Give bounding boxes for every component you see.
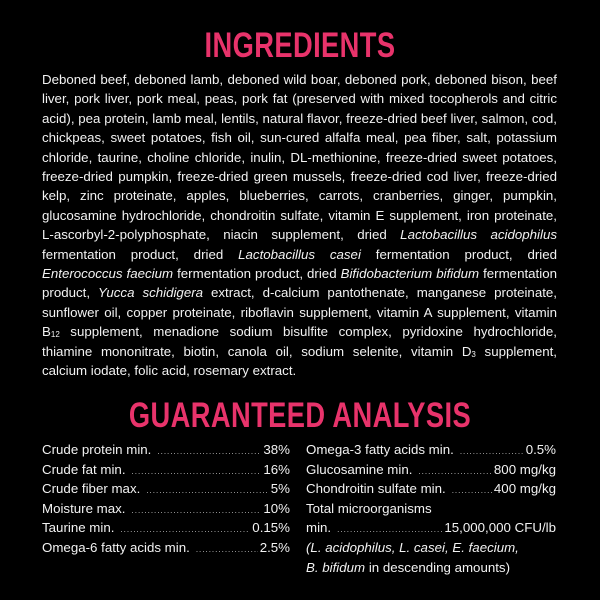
analysis-name: Chondroitin sulfate min.: [306, 481, 446, 497]
analysis-value: 0.5%: [525, 442, 556, 457]
ingredients-heading: INGREDIENTS: [204, 26, 396, 65]
microorganisms-label: Total microorganisms: [306, 500, 432, 516]
ingredient-text-segment: extract, d-calcium pantothenate, manganese proteinate, sunflower oil, copper proteinate, riboflavin supplement, vitamin A supplement, vitamin B: [42, 285, 557, 340]
analysis-row: [306, 460, 556, 480]
leader-dots: [452, 479, 492, 499]
analysis-right-column: [306, 440, 556, 577]
analysis-left-column: [42, 440, 290, 558]
analysis-row: [42, 499, 290, 519]
analysis-value: 15,000,000 CFU/lb: [444, 520, 556, 536]
ingredient-species-name: Lactobacillus acidophilus: [400, 227, 557, 243]
analysis-value: 400 mg/kg: [493, 481, 556, 497]
analysis-row-microorganisms: [306, 518, 556, 538]
analysis-value: 0.15%: [252, 520, 290, 536]
analysis-value: 2.5%: [259, 539, 290, 555]
ingredient-text-segment: fermentation product, dried: [42, 246, 239, 262]
analysis-name: Crude protein min.: [42, 442, 152, 457]
leader-dots: [460, 440, 524, 460]
analysis-row: [306, 479, 556, 499]
analysis-row: [42, 440, 290, 460]
analysis-row: [42, 538, 290, 558]
analysis-name: Glucosamine min.: [306, 461, 413, 477]
analysis-row: [42, 518, 290, 538]
microorganisms-note-line2: [306, 558, 556, 578]
analysis-name: Omega-6 fatty acids min.: [42, 539, 190, 555]
analysis-value: 800 mg/kg: [493, 461, 556, 477]
analysis-name: Moisture max.: [42, 500, 126, 516]
analysis-name: Crude fiber max.: [42, 481, 141, 497]
microorganisms-note-line1: (L. acidophilus, L. casei, E. faecium,: [306, 539, 519, 555]
analysis-name: min.: [306, 520, 332, 536]
analysis-row: [42, 479, 290, 499]
ingredient-text-segment: Deboned beef, deboned lamb, deboned wild boar, deboned pork, deboned bison, beef liver, pork liver, pork meal, peas, pork fat (preserved with mixed tocopherols and citric acid), pea protein, lamb meal, lentils, natural flavor, freeze-dried beef liver, salmon, cod, chickpeas, sweet potatoes, fish oil, sun-cured alfalfa meal, pea fiber, salt, potassium chloride, taurine, choline chloride, inulin, DL-methionine, freeze-dried sweet potatoes, freeze-dried pumpkin, freeze-dried green mussels, freeze-dried cod liver, freeze-dried kelp, zinc proteinate, apples, blueberries, carrots, cranberries, ginger, pumpkin, glucosamine hydrochloride, chondroitin sulfate, vitamin E supplement, iron proteinate, L-ascorbyl-2-polyphosphate, niacin supplement, dried: [42, 72, 557, 243]
ingredient-subscript: 3: [471, 349, 476, 359]
leader-dots: [337, 518, 442, 538]
analysis-row: [42, 460, 290, 480]
ingredient-species-name: Enterococcus faecium: [42, 266, 174, 282]
leader-dots: [418, 460, 491, 480]
analysis-name: Crude fat min.: [42, 461, 126, 477]
analysis-name: Omega-3 fatty acids min.: [306, 442, 454, 457]
analysis-row: [306, 440, 556, 460]
analysis-value: 16%: [263, 461, 290, 477]
leader-dots: [132, 460, 262, 480]
microorganisms-note-species: B. bifidum: [306, 559, 366, 575]
ingredient-text-segment: fermentation product, dried: [360, 246, 558, 262]
leader-dots: [146, 479, 268, 499]
analysis-value: 5%: [270, 481, 290, 497]
analysis-value: 10%: [263, 500, 290, 516]
ingredient-species-name: Bifidobacterium bifidum: [340, 266, 480, 282]
leader-dots: [157, 440, 261, 460]
ingredient-species-name: Yucca schidigera: [98, 285, 204, 301]
ingredient-text-segment: supplement, menadione sodium bisulfite complex, pyridoxine hydrochloride, thiamine mononitrate, biotin, canola oil, sodium selenite, vitamin D: [42, 324, 557, 359]
analysis-right-rows: [306, 440, 556, 499]
leader-dots: [120, 518, 250, 538]
guaranteed-analysis-heading: GUARANTEED ANALYSIS: [128, 396, 472, 435]
analysis-name: Taurine min.: [42, 520, 115, 536]
ingredient-text-segment: fermentation product,: [42, 266, 557, 301]
analysis-value: 38%: [263, 442, 290, 457]
microorganisms-note-tail: in descending amounts): [365, 559, 511, 575]
ingredients-text: [42, 70, 557, 381]
leader-dots: [132, 499, 262, 519]
ingredient-text-segment: supplement, calcium iodate, folic acid, rosemary extract.: [42, 343, 557, 379]
ingredient-text-segment: fermentation product, dried: [173, 266, 341, 282]
leader-dots: [196, 538, 258, 558]
ingredient-subscript: 12: [50, 330, 60, 340]
ingredient-species-name: Lactobacillus casei: [238, 246, 361, 262]
